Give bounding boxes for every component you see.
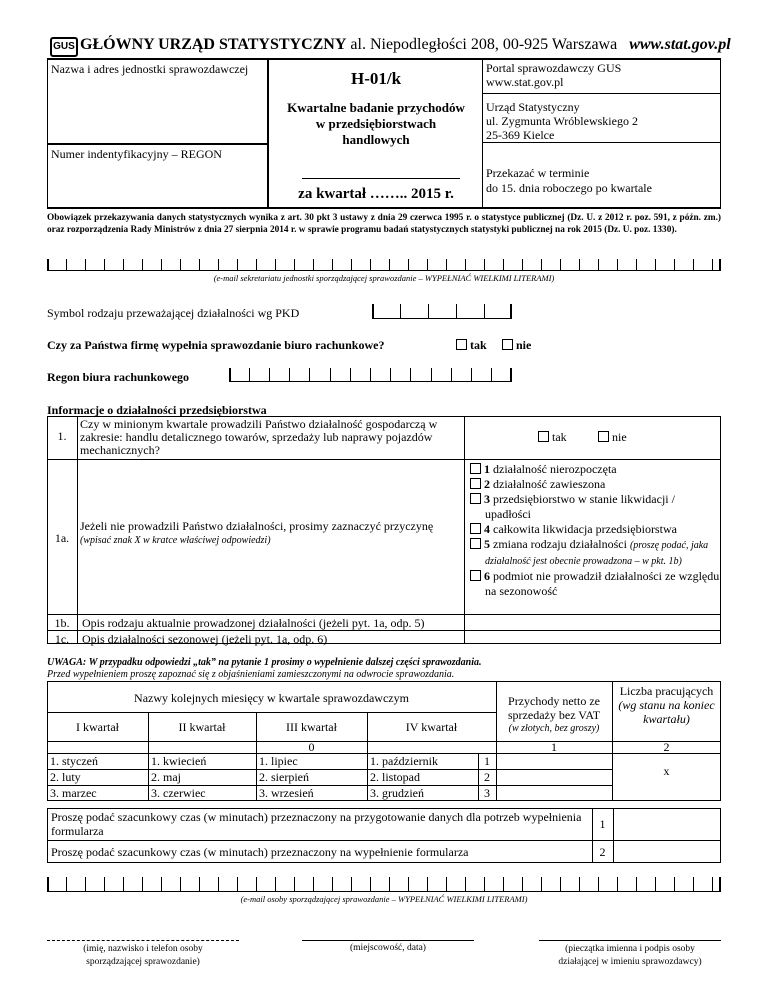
- checkbox-icon: [470, 570, 481, 581]
- email-secretariat-caption: (e-mail sekretariatu jednostki sporządzającej sprawozdanie – WYPEŁNIAĆ WIELKIMI LITERAMI): [213, 273, 555, 283]
- email-secretariat-field[interactable]: [47, 259, 721, 271]
- pkd-field[interactable]: [372, 304, 512, 319]
- org-name: GŁÓWNY URZĄD STATYSTYCZNY: [80, 36, 347, 53]
- employees-header: Liczba pracujących (wg stanu na koniec kwartału): [618, 684, 715, 726]
- quarter-2-header: II kwartał: [178, 720, 226, 734]
- col-1-number: 1: [551, 740, 557, 754]
- org-website: www.stat.gov.pl: [629, 36, 731, 53]
- q1a-option-5[interactable]: 5 zmiana rodzaju działalności (proszę podać, jaka działalność jest obecnie prowadzona – w pkt. 1b): [470, 537, 720, 569]
- table-row: 2. luty 2. maj 2. sierpień 2. listopad 2: [50, 770, 490, 784]
- office-regon-label: Regon biura rachunkowego: [47, 370, 190, 384]
- org-address: al. Niepodległości 208, 00-925 Warszawa: [350, 36, 618, 53]
- months-header: Nazwy kolejnych miesięcy w kwartale sprawozdawczym: [134, 691, 409, 705]
- q1-number: 1.: [57, 429, 67, 443]
- q1-text: Czy w minionym kwartale prowadzili Państwo działalność gospodarczą w zakresie: handlu detalicznego towarów, sprzedaży lub naprawy pojazdów mechanicznych?: [80, 417, 438, 457]
- checkbox-icon: [470, 523, 481, 534]
- quarter-3-header: III kwartał: [286, 720, 337, 734]
- q1c-text: Opis działalności sezonowej (jeżeli pyt. 1a, odp. 6): [82, 632, 328, 646]
- preparer-signature-caption: (imię, nazwisko i telefon osoby sporządzającej sprawozdanie): [83, 944, 203, 967]
- q1b-number: 1b.: [54, 616, 70, 630]
- office-regon-field[interactable]: [229, 368, 512, 382]
- quarter-4-header: IV kwartał: [405, 720, 458, 734]
- time-question-2: Proszę podać szacunkowy czas (w minutach) przeznaczony na wypełnienie formularza: [51, 845, 469, 859]
- col-0-number: 0: [308, 740, 315, 754]
- q1c-number: 1c.: [54, 632, 70, 646]
- email-preparer-field[interactable]: [47, 877, 721, 892]
- checkbox-icon: [598, 431, 609, 442]
- checkbox-icon: [470, 493, 481, 504]
- col-2-number: 2: [663, 740, 670, 754]
- accounting-yes-option[interactable]: tak: [456, 338, 487, 353]
- q1-yes-option[interactable]: tak: [538, 430, 567, 445]
- q1b-text: Opis rodzaju aktualnie prowadzonej działalności (jeżeli pyt. 1a, odp. 5): [82, 616, 425, 630]
- time-question-1: Proszę podać szacunkowy czas (w minutach) przeznaczony na przygotowanie danych dla potrzeb wypełnienia formularza: [51, 810, 582, 838]
- q1-no-option[interactable]: nie: [598, 430, 627, 445]
- table-row: 3. marzec 3. czerwiec 3. wrzesień 3. grudzień 3: [50, 786, 490, 800]
- q1a-text: Jeżeli nie prowadzili Państwo działalności, prosimy zaznaczyć przyczynę (wpisać znak X w kratce właściwej odpowiedzi): [80, 519, 434, 546]
- checkbox-icon: [538, 431, 549, 442]
- warning-line-2: Przed wypełnieniem proszę zapoznać się z objaśnieniami zamieszczonymi na odwrocie sprawozdania.: [47, 669, 455, 680]
- period-field[interactable]: za kwartał …….. 2015 r.: [298, 186, 454, 202]
- legal-note: Obowiązek przekazywania danych statystycznych wynika z art. 30 pkt 3 ustawy z dnia 29 czerwca 1995 r. o statystyce publicznej (Dz. U. z 2012 r. poz. 591, z późn. zm.) oraz rozporządzenia Rady Ministrów z dnia 27 sierpnia 2014 r. w sprawie programu badań statystycznych statystyki publicznej na rok 2015 (Dz. U. poz. 1330).: [47, 213, 721, 235]
- table-row: 1. styczeń 1. kwiecień 1. lipiec 1. październik 1: [50, 754, 490, 768]
- checkbox-icon: [470, 538, 481, 549]
- section-title: Informacje o działalności przedsiębiorstwa: [47, 403, 267, 417]
- q1a-option-6[interactable]: 6 podmiot nie prowadził działalności ze względu na sezonowość: [470, 569, 720, 599]
- statistical-office-address: Urząd Statystyczny ul. Zygmunta Wróblewskiego 2 25-369 Kielce: [486, 100, 638, 142]
- employees-x-mark: x: [663, 764, 670, 778]
- form-title: Kwartalne badanie przychodów w przedsiębiorstwach handlowych: [287, 100, 465, 147]
- q1a-option-2[interactable]: 2 działalność zawieszona: [470, 477, 720, 492]
- pkd-label: Symbol rodzaju przeważającej działalności wg PKD: [47, 306, 300, 320]
- time-question-2-number: 2: [599, 845, 606, 859]
- checkbox-icon: [456, 339, 467, 350]
- email-preparer-caption: (e-mail osoby sporządzającej sprawozdanie – WYPEŁNIAĆ WIELKIMI LITERAMI): [240, 894, 528, 904]
- revenue-header: Przychody netto ze sprzedaży bez VAT (w złotych, bez groszy): [507, 694, 601, 734]
- deadline-info: Przekazać w terminie do 15. dnia roboczego po kwartale: [486, 166, 652, 195]
- checkbox-icon: [470, 478, 481, 489]
- warning-line-1: UWAGA: W przypadku odpowiedzi „tak” na pytanie 1 prosimy o wypełnienie dalszej części sprawozdania.: [47, 657, 482, 668]
- gus-logo: GUS: [50, 37, 78, 57]
- q1a-option-3[interactable]: 3 przedsiębiorstwo w stanie likwidacji / upadłości: [470, 492, 720, 522]
- q1a-number: 1a.: [54, 531, 70, 545]
- place-date-caption: (miejscowość, data): [350, 943, 426, 953]
- header-title: [80, 36, 731, 54]
- accounting-no-option[interactable]: nie: [502, 338, 531, 353]
- stamp-signature-caption: (pieczątka imienna i podpis osoby działającej w imieniu sprawozdawcy): [558, 944, 702, 967]
- quarter-1-header: I kwartał: [76, 720, 119, 734]
- portal-info: Portal sprawozdawczy GUS www.stat.gov.pl: [486, 61, 622, 89]
- q1a-options: [470, 462, 720, 599]
- q1a-option-4[interactable]: 4 całkowita likwidacja przedsiębiorstwa: [470, 522, 720, 537]
- checkbox-icon: [470, 463, 481, 474]
- form-code: H-01/k: [350, 69, 402, 88]
- reporting-unit-label: Nazwa i adres jednostki sprawozdawczej: [51, 62, 249, 76]
- time-question-1-number: 1: [599, 817, 606, 831]
- regon-label: Numer indentyfikacyjny – REGON: [51, 147, 222, 161]
- q1a-option-1[interactable]: 1 działalność nierozpoczęta: [470, 462, 720, 477]
- checkbox-icon: [502, 339, 513, 350]
- accounting-office-question: Czy za Państwa firmę wypełnia sprawozdanie biuro rachunkowe?: [47, 338, 385, 352]
